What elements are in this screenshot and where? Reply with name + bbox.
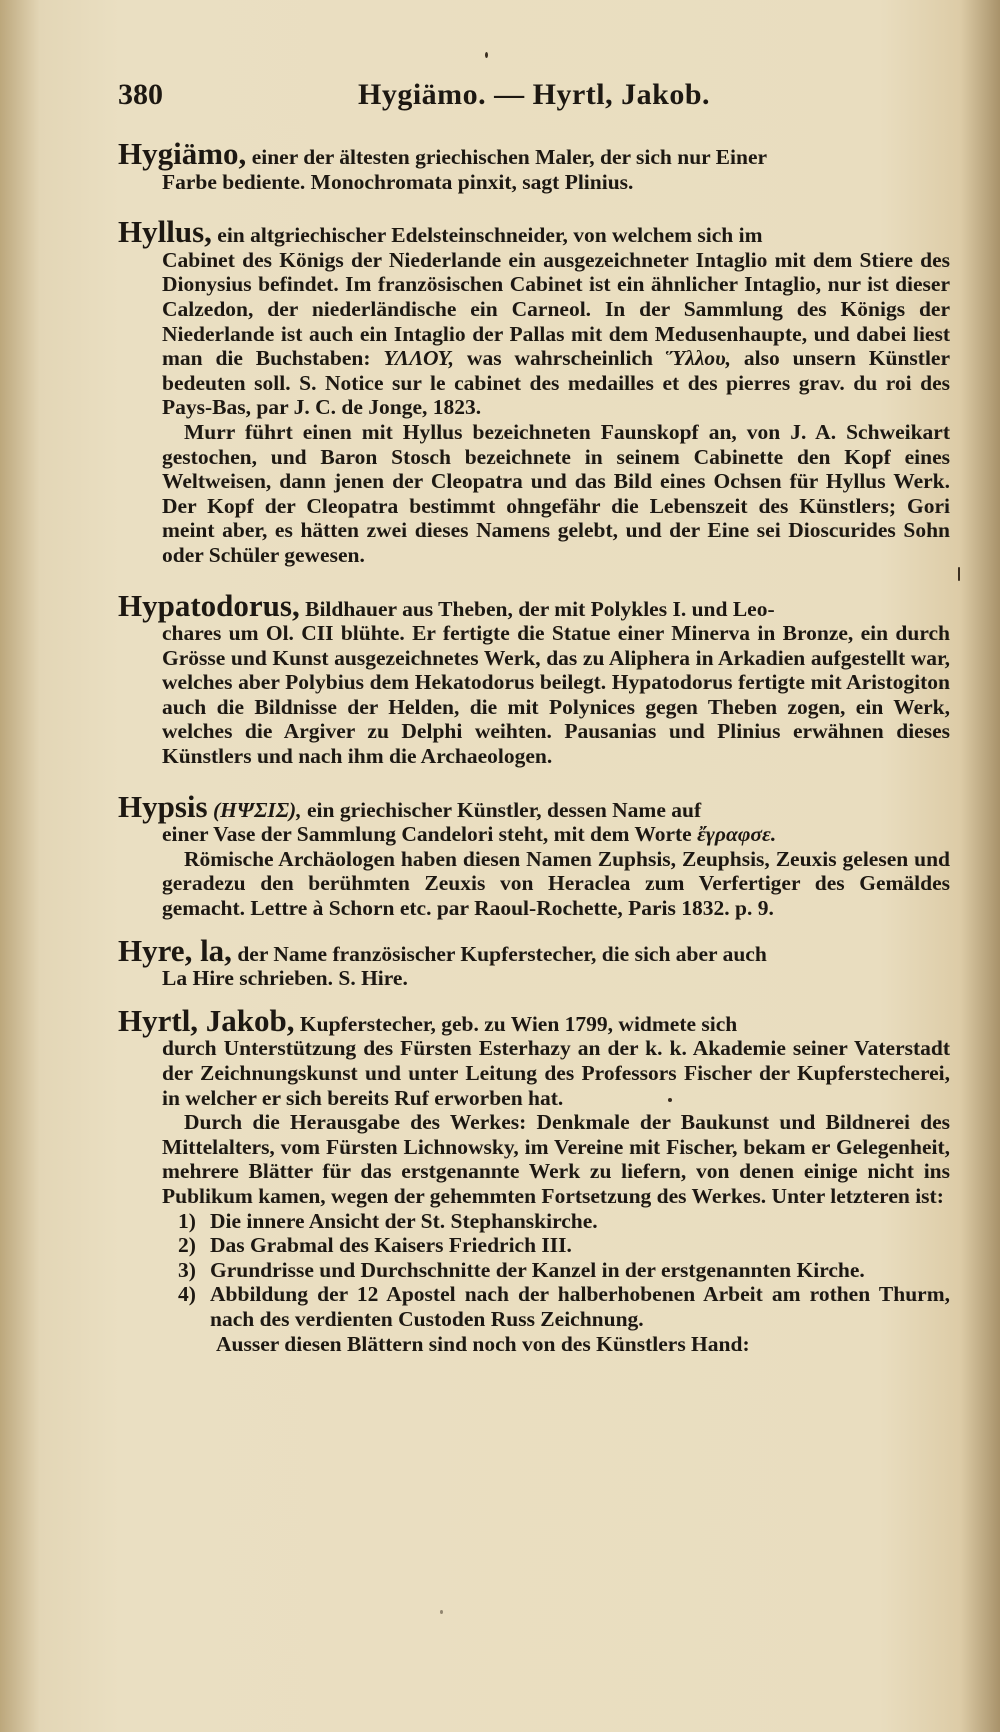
list-number: 3)	[178, 1257, 196, 1282]
paper-speck	[440, 1610, 443, 1614]
entry-text: Farbe bediente. Monochromata pinxit, sagt Plinius.	[162, 169, 634, 194]
page-body	[118, 136, 950, 1356]
paper-speck	[958, 567, 960, 581]
list-number: 2)	[178, 1233, 196, 1258]
paper-speck	[668, 1098, 672, 1102]
paper-speck	[485, 52, 488, 58]
list-item	[178, 1209, 950, 1234]
list-text: Abbildung der 12 Apostel nach der halberhobenen Arbeit am rothen Thurm, nach des verdienten Custoden Russ Zeichnung.	[210, 1282, 950, 1331]
list-item	[178, 1282, 950, 1331]
headword: Hyre, la,	[118, 932, 232, 968]
headword: Hypatodorus,	[118, 587, 300, 623]
headword: Hyrtl, Jakob,	[118, 1002, 295, 1038]
entry-text	[118, 822, 950, 847]
list-text: Grundrisse und Durchschnitte der Kanzel in der erstgenannten Kirche.	[210, 1257, 865, 1282]
entry-text: chares um Ol. CII blühte. Er fertigte die Statue einer Minerva in Bronze, ein durch Grösse und Kunst ausgezeichnetes Werk, das zu Aliphera in Arkadien aufgestellt war, welches aber Polybius dem Hekatodorus beilegt. Hypatodorus fertigte mit Aristogiton auch die Bildnisse der Helden, die mit Polynices gegen Theben zogen, ein Werk, welches die Argiver zu Delphi weihten. Pausanias und Plinius erwähnen dieses Künstlers und nach ihm die Archaeologen.	[162, 621, 950, 769]
list-text: Das Grabmal des Kaisers Friedrich III.	[210, 1233, 572, 1258]
entry-paragraph: Durch die Herausgabe des Werkes: Denkmale der Baukunst und Bildnerei des Mittelalters, vom Fürsten Lichnowsky, im Vereine mit Fischer, bekam er Gelegenheit, mehrere Blätter für das erstgenannte Werk zu liefern, von denen einige nicht ins Publikum kamen, wegen der gehemmten Fortsetzung des Werkes. Unter letzteren ist:	[162, 1110, 950, 1208]
entry-text	[118, 248, 950, 420]
greek-inscription: ΥΛΛΟΥ,	[383, 346, 455, 371]
running-title: Hygiämo. — Hyrtl, Jakob.	[358, 78, 711, 111]
entry-text: durch Unterstützung des Fürsten Esterhazy an der k. k. Akademie seiner Vaterstadt der Zeichnungskunst und unter Leitung des Professors Fischer der Kupferstecherei, in welcher er sich bereits Ruf erworben hat.	[162, 1036, 950, 1110]
entry-text: einer der ältesten griechischen Maler, der sich nur Einer	[251, 145, 768, 169]
greek-word: ἔγραφσε.	[697, 822, 777, 847]
entry-hypsis	[118, 788, 950, 921]
list-number: 1)	[178, 1208, 196, 1233]
greek-name: (ΗΨΣΙΣ),	[212, 797, 302, 822]
entry-hypatodorus	[118, 587, 950, 769]
entry-text-part: einer Vase der Sammlung Candelori steht, mit dem Worte	[162, 822, 692, 847]
list-text: Die innere Ansicht der St. Stephanskirche.	[210, 1208, 598, 1233]
entry-paragraph: Murr führt einen mit Hyllus bezeichneten Faunskopf an, von J. A. Schweikart gestochen, und Baron Stosch bezeichnete in seinem Cabinette den Kopf eines Weltweisen, dann jenen der Cleopatra und das Bild eines Ochsen für Hyllus Werk. Der Kopf der Cleopatra bestimmt ohngefähr die Lebenszeit des Künstlers; Gori meint aber, es hätten zwei dieses Namens gelebt, und der Eine sei Dioscurides Sohn oder Schüler gewesen.	[162, 419, 950, 567]
entry-hyrtl	[118, 1002, 950, 1356]
page-number: 380	[118, 78, 163, 111]
entry-text: ein griechischer Künstler, dessen Name auf	[306, 797, 702, 822]
headword: Hyllus,	[118, 214, 212, 250]
list-number: 4)	[178, 1282, 196, 1307]
entry-text-part: also unsern Künstler bedeuten soll. S. Notice sur le cabinet des medailles et des pierres grav. du roi des Pays-Bas, par J. C. de Jonge, 1823.	[162, 346, 950, 420]
greek-word: Ὕλλου,	[665, 346, 732, 371]
entry-text: der Name französischer Kupferstecher, die sich aber auch	[237, 941, 767, 966]
entry-hygiamo	[118, 136, 950, 194]
entry-paragraph: Römische Archäologen haben diesen Namen Zuphsis, Zeuphsis, Zeuxis gelesen und geradezu den berühmten Zeuxis von Heraclea zum Verfertiger des Gemäldes gemacht. Lettre à Schorn etc. par Raoul-Rochette, Paris 1832. p. 9.	[162, 846, 950, 921]
entry-text-part: was wahrscheinlich	[466, 346, 653, 371]
entry-text: La Hire schrieben. S. Hire.	[162, 966, 408, 991]
entry-text: Kupferstecher, geb. zu Wien 1799, widmete sich	[299, 1011, 738, 1036]
list-item	[178, 1233, 950, 1258]
entry-hyllus	[118, 214, 950, 567]
headword: Hygiämo,	[118, 136, 247, 171]
list-item	[178, 1258, 950, 1283]
entry-text: Bildhauer aus Theben, der mit Polykles I. und Leo-	[305, 596, 775, 621]
entry-hyre	[118, 932, 950, 991]
entry-paragraph: Ausser diesen Blättern sind noch von des Künstlers Hand:	[216, 1331, 750, 1356]
entry-text-part: Cabinet des Königs der Niederlande ein ausgezeichneter Intaglio mit dem Stiere des Dionysius befindet. Im französischen Cabinet ist ein ähnlicher Intaglio, nur ist dieser Calzedon, der niederländische ein Carneol. In der Sammlung des Königs der Niederlande ist auch ein Intaglio der Pallas mit dem Medusenhaupte, und dabei liest man die Buchstaben:	[162, 247, 950, 371]
entry-text: ein altgriechischer Edelsteinschneider, von welchem sich im	[217, 223, 763, 248]
works-list	[118, 1209, 950, 1332]
headword: Hypsis	[118, 788, 208, 824]
